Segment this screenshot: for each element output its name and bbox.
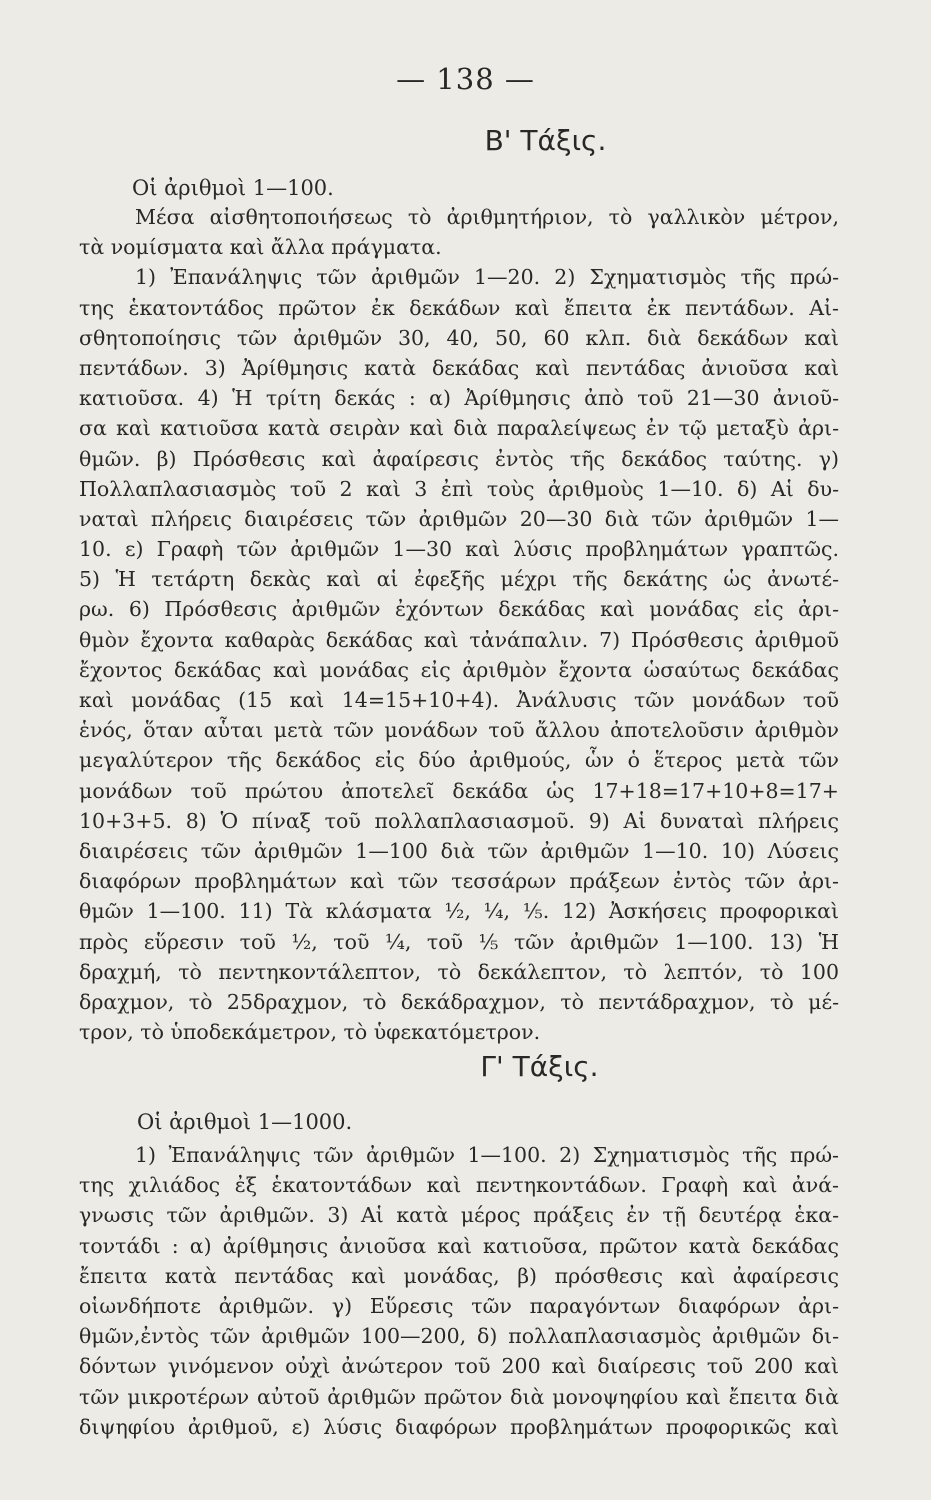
section-g-body <box>79 1140 839 1442</box>
text-line: διαιρέσεις τῶν ἀριθμῶν 1—100 διὰ τῶν ἀριθμῶν 1—10. 10) Λύσεις <box>79 838 839 863</box>
text-line: τὰ νομίσματα καὶ ἄλλα πράγματα. <box>79 235 442 260</box>
text-line: 10. ε) Γραφὴ τῶν ἀριθμῶν 1—30 καὶ λύσις προβλημάτων γραπτῶς. <box>79 537 839 562</box>
page-number: — 138 — <box>396 62 535 96</box>
text-line: σα καὶ κατιοῦσα κατὰ σειρὰν καὶ διὰ παραλείψεως ἐν τῷ μεταξὺ ἀρι- <box>79 416 839 441</box>
text-line: μονάδων τοῦ πρώτου ἀποτελεῖ δεκάδα ὡς 17+18=17+10+8=17+ <box>79 778 839 803</box>
section-b-body <box>79 202 839 1047</box>
text-line: πεντάδων. 3) Ἀρίθμησις κατὰ δεκάδας καὶ πεντάδας ἀνιοῦσα καὶ <box>79 355 839 380</box>
text-line: δόντων γινόμενον οὐχὶ ἀνώτερον τοῦ 200 καὶ διαίρεσις τοῦ 200 καὶ <box>79 1354 839 1379</box>
section-g-subheading: Οἱ ἀριθμοὶ 1—1000. <box>137 1110 353 1134</box>
text-line: Μέσα αἰσθητοποιήσεως τὸ ἀριθμητήριον, τὸ γαλλικὸν μέτρον, <box>135 205 839 229</box>
section-g-heading: Γ' Τάξις. <box>480 1050 599 1083</box>
text-line: δραχμον, τὸ 25δραχμον, τὸ δεκάδραχμον, τὸ πεντάδραχμον, τὸ μέ- <box>79 989 839 1014</box>
text-line: ἑνός, ὅταν αὗται μετὰ τῶν μονάδων τοῦ ἄλλου ἀποτελοῦσιν ἀριθμὸν <box>79 718 839 743</box>
text-line: τῶν μικροτέρων αὐτοῦ ἀριθμῶν πρῶτον διὰ μονοψηφίου καὶ ἔπειτα διὰ <box>79 1384 839 1409</box>
text-line: θμῶν. β) Πρόσθεσις καὶ ἀφαίρεσις ἐντὸς τῆς δεκάδος ταύτης. γ) <box>79 446 839 471</box>
text-line: πρὸς εὕρεσιν τοῦ ½, τοῦ ¼, τοῦ ⅕ τῶν ἀριθμῶν 1—100. 13) Ἡ <box>79 929 839 954</box>
text-line: 1) Ἐπανάληψις τῶν ἀριθμῶν 1—20. 2) Σχηματισμὸς τῆς πρώ- <box>135 265 839 290</box>
text-line: 5) Ἡ τετάρτη δεκὰς καὶ αἱ ἐφεξῆς μέχρι τῆς δεκάτης ὡς ἀνωτέ- <box>79 567 839 592</box>
text-line: 10+3+5. 8) Ὁ πίναξ τοῦ πολλαπλασιασμοῦ. 9) Αἱ δυναταὶ πλήρεις <box>79 808 839 833</box>
text-line: ρω. 6) Πρόσθεσις ἀριθμῶν ἐχόντων δεκάδας καὶ μονάδας εἰς ἀρι- <box>79 597 839 622</box>
text-line: γνωσις τῶν ἀριθμῶν. 3) Αἱ κατὰ μέρος πράξεις ἐν τῇ δευτέρᾳ ἑκα- <box>79 1203 839 1228</box>
text-line: της χιλιάδος ἐξ ἑκατοντάδων καὶ πεντηκοντάδων. Γραφὴ καὶ ἀνά- <box>79 1173 839 1198</box>
text-line: τοντάδι : α) ἀρίθμησις ἀνιοῦσα καὶ κατιοῦσα, πρῶτον κατὰ δεκάδας <box>79 1233 839 1258</box>
text-line: ναταὶ πλήρεις διαιρέσεις τῶν ἀριθμῶν 20—30 διὰ τῶν ἀριθμῶν 1— <box>79 506 839 531</box>
text-line: θμῶν 1—100. 11) Τὰ κλάσματα ½, ¼, ⅕. 12) Ἀσκήσεις προφορικαὶ <box>79 899 839 924</box>
section-b-subheading: Οἱ ἀριθμοὶ 1—100. <box>132 176 334 200</box>
section-b-heading: Β' Τάξις. <box>484 124 607 157</box>
text-line: διψηφίου ἀριθμοῦ, ε) λύσις διαφόρων προβλημάτων προφορικῶς καὶ <box>79 1414 839 1439</box>
text-line: ἔχοντος δεκάδας καὶ μονάδας εἰς ἀριθμὸν ἔχοντα ὡσαύτως δεκάδας <box>79 657 839 682</box>
text-line: καὶ μονάδας (15 καὶ 14=15+10+4). Ἀνάλυσις τῶν μονάδων τοῦ <box>79 688 839 712</box>
text-line: θμὸν ἔχοντα καθαρὰς δεκάδας καὶ τἀνάπαλιν. 7) Πρόσθεσις ἀριθμοῦ <box>79 627 839 652</box>
text-line: θμῶν,ἐντὸς τῶν ἀριθμῶν 100—200, δ) πολλαπλασιασμὸς ἀριθμῶν δι- <box>79 1324 839 1349</box>
text-line: οἱωνδήποτε ἀριθμῶν. γ) Εὕρεσις τῶν παραγόντων διαφόρων ἀρι- <box>79 1293 839 1318</box>
text-line: ἔπειτα κατὰ πεντάδας καὶ μονάδας, β) πρόσθεσις καὶ ἀφαίρεσις <box>79 1263 839 1288</box>
text-line: διαφόρων προβλημάτων καὶ τῶν τεσσάρων πράξεων ἐντὸς τῶν ἀρι- <box>79 869 839 894</box>
text-line: δραχμή, τὸ πεντηκοντάλεπτον, τὸ δεκάλεπτον, τὸ λεπτόν, τὸ 100 <box>79 959 839 984</box>
text-line: μεγαλύτερον τῆς δεκάδος εἰς δύο ἀριθμούς, ὧν ὁ ἕτερος μετὰ τῶν <box>79 748 839 773</box>
text-line: 1) Ἐπανάληψις τῶν ἀριθμῶν 1—100. 2) Σχηματισμὸς τῆς πρώ- <box>135 1143 839 1167</box>
text-line: Πολλαπλασιασμὸς τοῦ 2 καὶ 3 ἐπὶ τοὺς ἀριθμοὺς 1—10. δ) Αἱ δυ- <box>79 476 839 501</box>
text-line: σθητοποίησις τῶν ἀριθμῶν 30, 40, 50, 60 κλπ. διὰ δεκάδων καὶ <box>79 325 839 350</box>
text-line: κατιοῦσα. 4) Ἡ τρίτη δεκάς : α) Ἀρίθμησις ἀπὸ τοῦ 21—30 ἀνιοῦ- <box>79 386 839 411</box>
text-line: τρον, τὸ ὑποδεκάμετρον, τὸ ὑφεκατόμετρον. <box>79 1020 541 1045</box>
text-line: της ἑκατοντάδος πρῶτον ἐκ δεκάδων καὶ ἔπειτα ἐκ πεντάδων. Αἰ- <box>79 295 839 320</box>
